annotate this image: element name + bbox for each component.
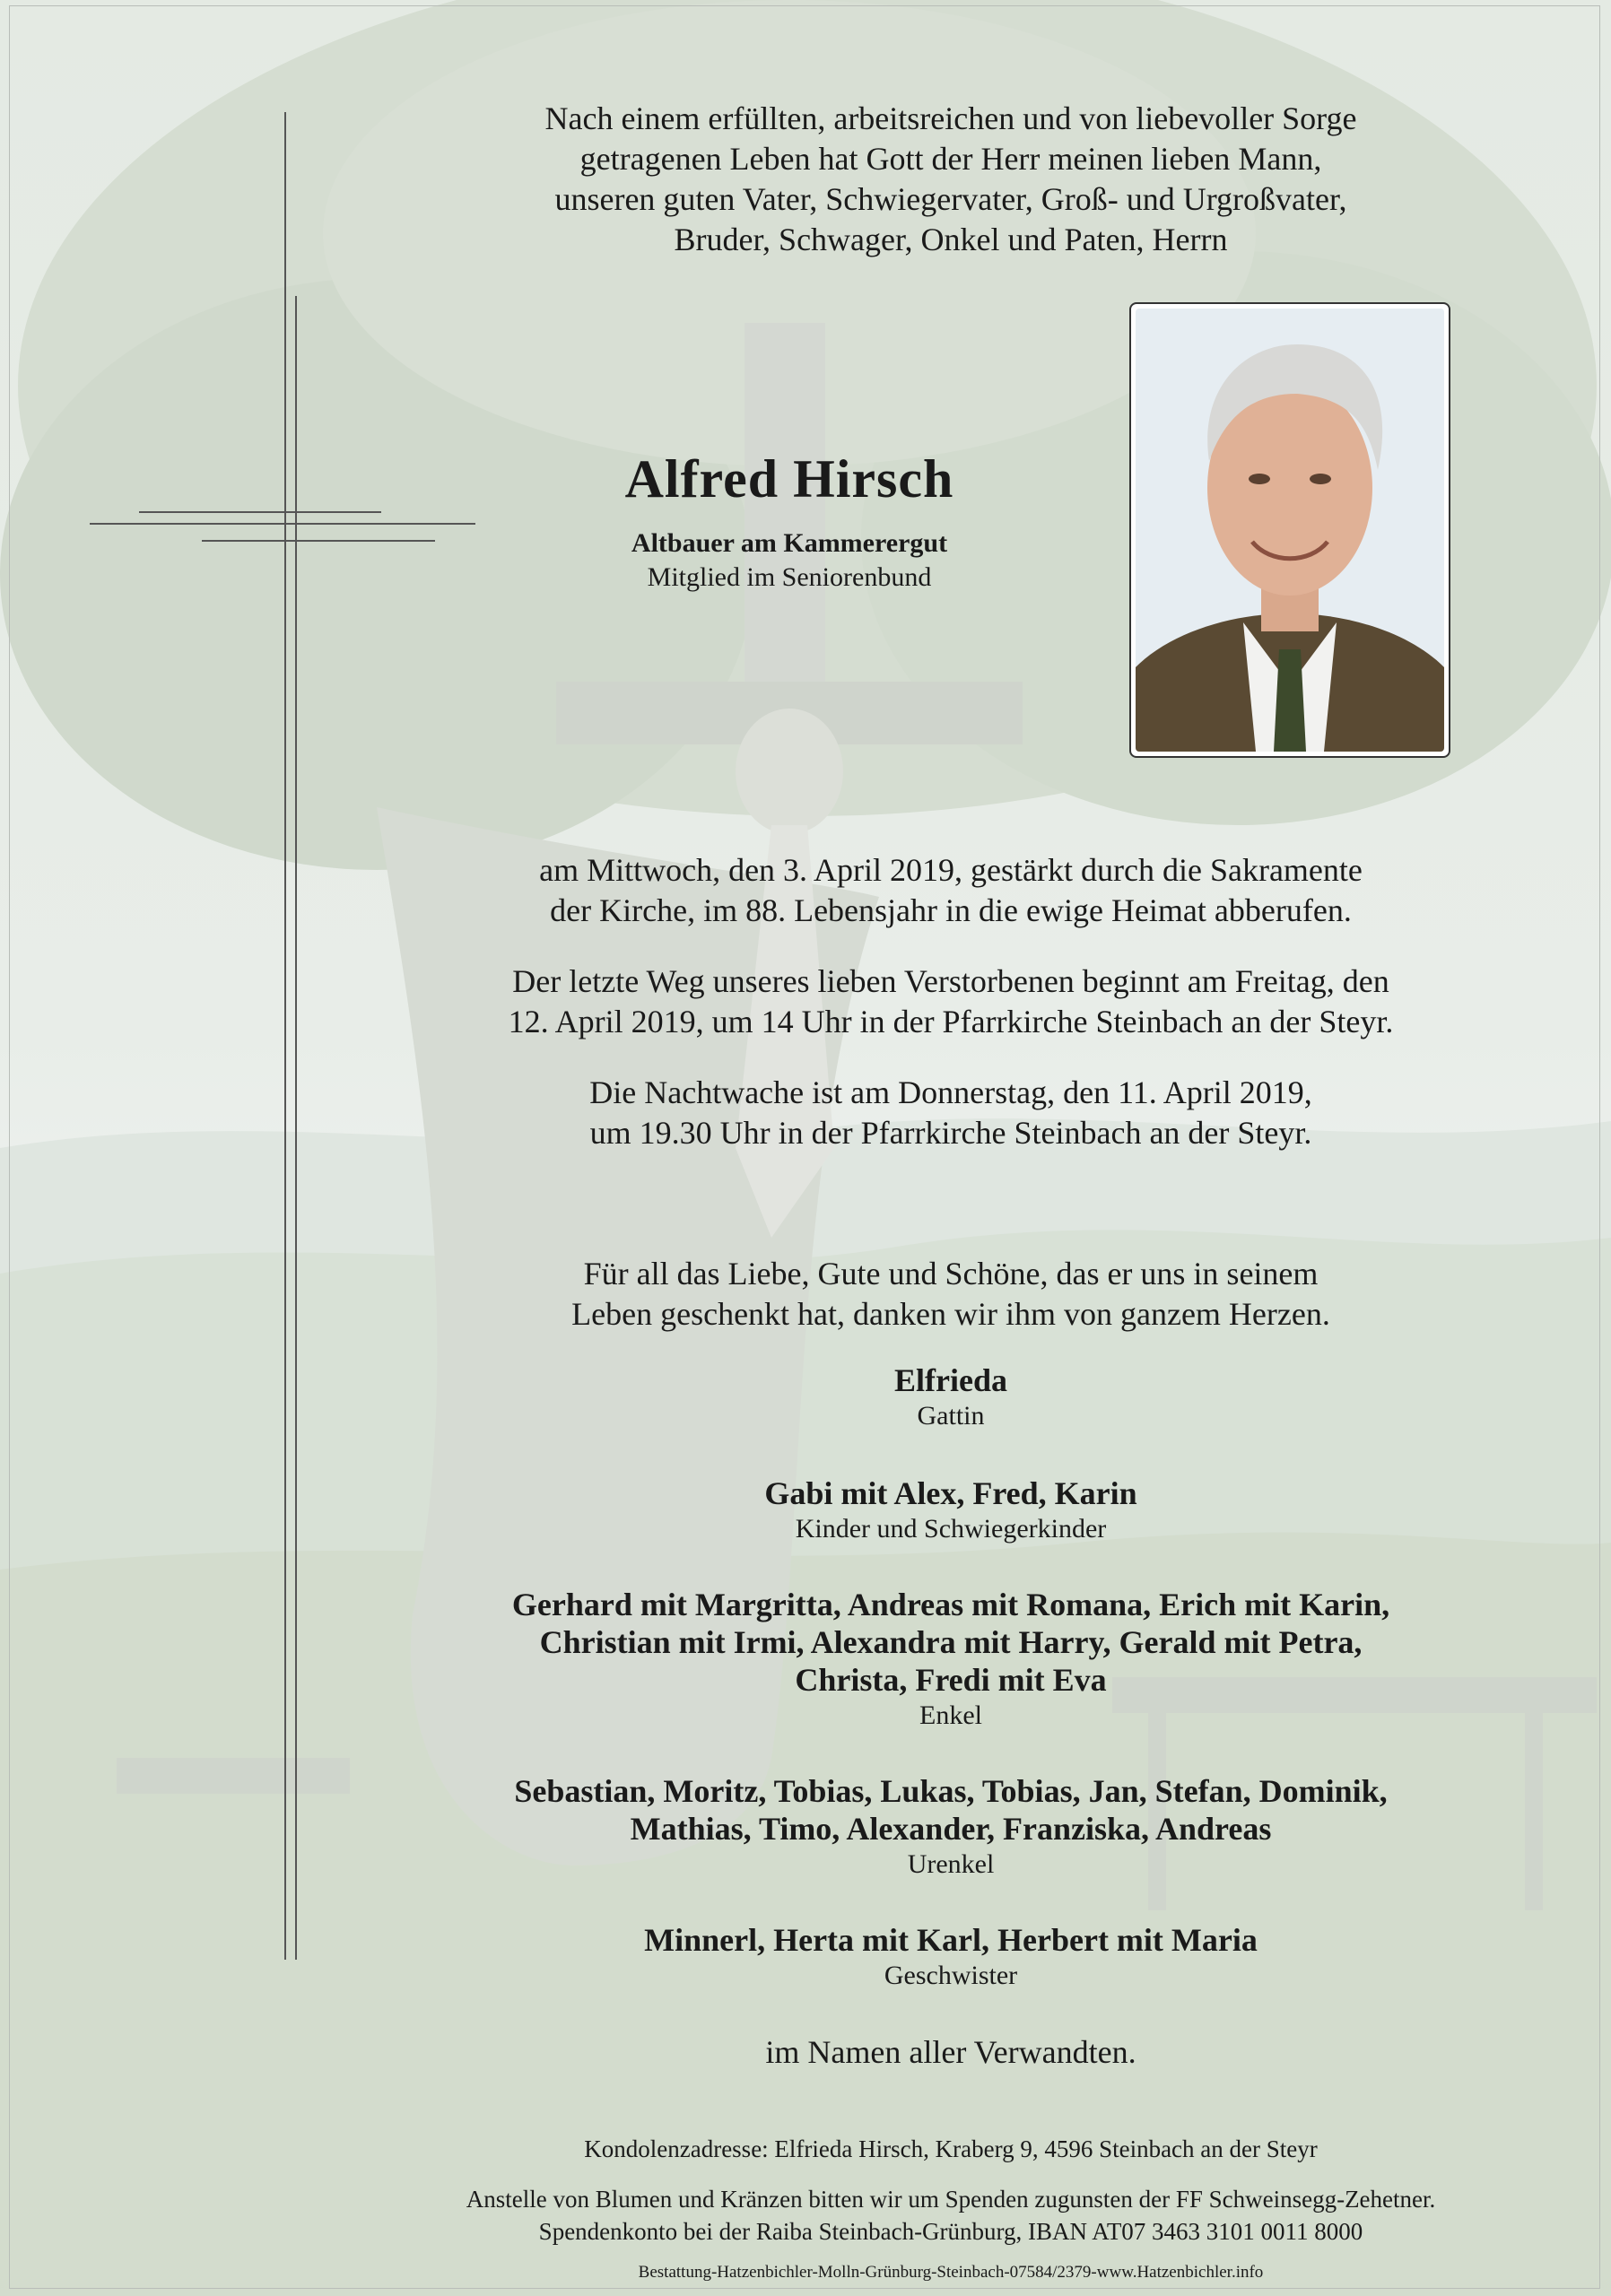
condolence-address: Kondolenzadresse: Elfrieda Hirsch, Kraberg 9, 4596 Steinbach an der Steyr (584, 2135, 1318, 2162)
mourner-group (413, 1586, 1489, 1733)
deceased-name: Alfred Hirsch (624, 449, 954, 509)
mourner-names: Elfrieda (894, 1362, 1007, 1398)
closing-text: im Namen aller Verwandten. (765, 2034, 1136, 2070)
donation-line: Anstelle von Blumen und Kränzen bitten wir um Spenden zugunsten der FF Schweinsegg-Zehetner. (466, 2186, 1436, 2213)
deceased-membership: Mitglied im Seniorenbund (647, 562, 932, 592)
mourner-group (413, 1921, 1489, 1993)
vigil-info (413, 1073, 1489, 1153)
funeral-line: 12. April 2019, um 14 Uhr in der Pfarrkirche Steinbach an der Steyr. (508, 1004, 1394, 1039)
intro-line: Nach einem erfüllten, arbeitsreichen und von liebevoller Sorge (544, 100, 1357, 136)
intro-line: unseren guten Vater, Schwiegervater, Groß- und Urgroßvater, (554, 181, 1347, 217)
funeral-line: Der letzte Weg unseres lieben Verstorbenen beginnt am Freitag, den (512, 963, 1389, 999)
mourner-names: Sebastian, Moritz, Tobias, Lukas, Tobias, Jan, Stefan, Dominik, (514, 1773, 1388, 1809)
death-notice-line: am Mittwoch, den 3. April 2019, gestärkt durch die Sakramente (539, 852, 1363, 888)
mourner-group (413, 1474, 1489, 1546)
intro-line: getragenen Leben hat Gott der Herr meinen lieben Mann, (579, 141, 1322, 177)
mourner-relation: Geschwister (884, 1961, 1018, 1990)
donation-info (323, 2183, 1579, 2248)
death-notice (413, 850, 1489, 931)
intro-line: Bruder, Schwager, Onkel und Paten, Herrn (674, 222, 1228, 257)
mourner-names: Christian mit Irmi, Alexandra mit Harry, Gerald mit Petra, (539, 1624, 1363, 1660)
funeral-info (413, 961, 1489, 1042)
mourner-group (413, 1361, 1489, 1433)
mourner-relation: Kinder und Schwiegerkinder (795, 1514, 1107, 1544)
death-notice-line: der Kirche, im 88. Lebensjahr in die ewige Heimat abberufen. (550, 892, 1352, 928)
mourner-relation: Urenkel (907, 1849, 995, 1879)
mourner-names: Mathias, Timo, Alexander, Franziska, Andreas (630, 1811, 1272, 1847)
mourner-names: Christa, Fredi mit Eva (795, 1662, 1107, 1698)
mourner-relation: Enkel (919, 1700, 982, 1730)
vigil-line: um 19.30 Uhr in der Pfarrkirche Steinbach an der Steyr. (589, 1115, 1312, 1151)
mourner-relation: Gattin (917, 1401, 985, 1431)
portrait-image (1136, 309, 1444, 752)
vigil-line: Die Nachtwache ist am Donnerstag, den 11. April 2019, (589, 1074, 1312, 1110)
deceased-title: Altbauer am Kammerergut (631, 528, 948, 558)
thanks-line: Für all das Liebe, Gute und Schöne, das er uns in seinem (583, 1256, 1319, 1292)
deceased-block (502, 448, 1076, 595)
mourner-names: Gabi mit Alex, Fred, Karin (764, 1475, 1137, 1511)
thanks-line: Leben geschenkt hat, danken wir ihm von ganzem Herzen. (571, 1296, 1330, 1332)
donation-line: Spendenkonto bei der Raiba Steinbach-Grünburg, IBAN AT07 3463 3101 0011 8000 (538, 2218, 1363, 2245)
mourner-names: Gerhard mit Margritta, Andreas mit Romana, Erich mit Karin, (511, 1587, 1390, 1622)
intro-text (413, 99, 1489, 260)
undertaker-footer: Bestattung-Hatzenbichler-Molln-Grünburg-Steinbach-07584/2379-www.Hatzenbichler.info (638, 2263, 1264, 2282)
mourner-names: Minnerl, Herta mit Karl, Herbert mit Maria (644, 1922, 1258, 1958)
thanks-text (413, 1254, 1489, 1335)
mourner-group (413, 1772, 1489, 1882)
portrait-photo (1129, 302, 1450, 758)
